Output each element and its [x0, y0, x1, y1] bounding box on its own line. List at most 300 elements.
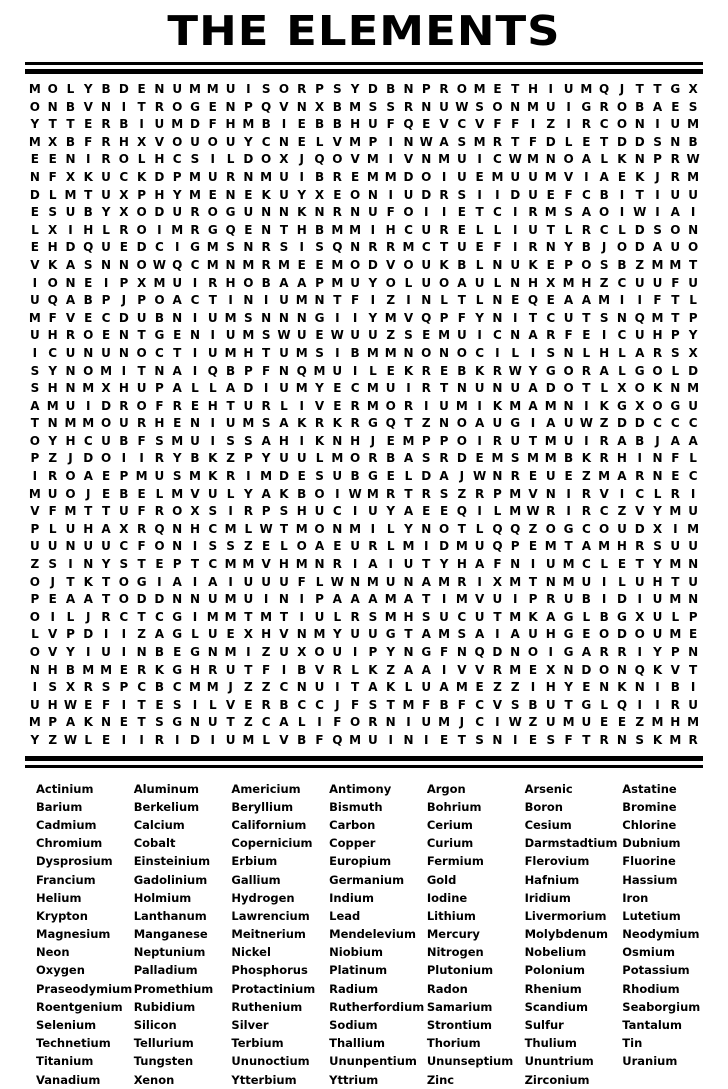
- grid-letter: V: [528, 486, 538, 501]
- grid-letter: R: [546, 592, 556, 607]
- grid-letter: I: [388, 152, 393, 167]
- grid-letter: Y: [564, 680, 573, 695]
- grid-letter: M: [28, 134, 41, 149]
- grid-letter: C: [475, 697, 485, 712]
- grid-letter: U: [421, 715, 432, 730]
- grid-letter: U: [154, 117, 165, 132]
- grid-letter: S: [653, 134, 662, 149]
- grid-letter: U: [279, 169, 289, 184]
- grid-letter: N: [492, 257, 503, 272]
- grid-letter: Z: [617, 504, 627, 519]
- grid-letter: K: [208, 469, 218, 484]
- word-list-item: Cobalt: [133, 836, 176, 851]
- grid-letter: N: [403, 732, 414, 747]
- grid-letter: R: [208, 662, 218, 677]
- grid-letter: E: [386, 363, 395, 378]
- grid-letter: Q: [421, 310, 432, 325]
- grid-letter: I: [477, 433, 482, 448]
- word-list-item: Manganese: [133, 927, 208, 942]
- page-title: THE ELEMENTS: [167, 6, 561, 55]
- grid-letter: B: [457, 363, 467, 378]
- grid-letter: R: [190, 222, 200, 237]
- grid-letter: E: [582, 627, 591, 642]
- grid-letter: U: [634, 574, 645, 589]
- grid-letter: M: [651, 715, 664, 730]
- grid-letter: L: [386, 521, 395, 536]
- grid-letter: T: [457, 293, 466, 308]
- grid-letter: I: [637, 645, 642, 659]
- word-list-item: Iridium: [524, 890, 571, 905]
- grid-letter: A: [172, 293, 182, 308]
- grid-letter: U: [456, 169, 467, 184]
- grid-letter: W: [63, 732, 78, 747]
- grid-letter: N: [296, 680, 307, 695]
- grid-letter: B: [154, 310, 164, 325]
- grid-letter: A: [30, 398, 40, 413]
- grid-letter: S: [688, 99, 698, 114]
- grid-letter: X: [652, 521, 663, 536]
- grid-letter: M: [509, 574, 522, 589]
- grid-letter: C: [653, 416, 662, 431]
- grid-letter: T: [457, 521, 466, 536]
- grid-letter: D: [616, 134, 627, 149]
- grid-letter: H: [261, 627, 272, 642]
- grid-letter: K: [492, 398, 503, 413]
- grid-letter: R: [492, 134, 503, 149]
- grid-letter: L: [404, 469, 413, 484]
- grid-letter: U: [617, 521, 627, 536]
- grid-letter: I: [530, 345, 536, 360]
- grid-letter: S: [101, 680, 111, 695]
- grid-letter: A: [65, 592, 76, 607]
- word-list-item: Aluminum: [133, 781, 200, 796]
- grid-letter: G: [190, 99, 200, 114]
- grid-letter: U: [243, 205, 254, 220]
- grid-letter: U: [688, 187, 698, 202]
- grid-letter: O: [118, 574, 129, 589]
- grid-letter: Z: [528, 715, 538, 730]
- grid-letter: I: [246, 469, 251, 484]
- grid-letter: L: [31, 222, 39, 237]
- grid-letter: E: [262, 539, 271, 554]
- grid-letter: L: [582, 345, 591, 360]
- grid-letter: A: [421, 627, 431, 642]
- grid-letter: T: [564, 539, 573, 554]
- grid-letter: H: [189, 662, 201, 677]
- grid-letter: T: [66, 574, 75, 589]
- grid-letter: X: [688, 82, 698, 96]
- grid-letter: E: [30, 152, 39, 167]
- grid-letter: V: [635, 504, 645, 519]
- grid-letter: E: [564, 469, 573, 484]
- grid-letter: C: [635, 486, 645, 501]
- grid-letter: L: [280, 398, 288, 413]
- grid-letter: V: [403, 152, 414, 167]
- grid-letter: K: [83, 715, 93, 730]
- grid-letter: T: [511, 82, 520, 96]
- grid-letter: W: [633, 205, 647, 220]
- grid-letter: E: [617, 169, 627, 184]
- grid-letter: C: [261, 134, 271, 149]
- grid-letter: Z: [261, 645, 271, 659]
- grid-letter: L: [564, 134, 573, 149]
- word-list-item: Chlorine: [622, 817, 677, 832]
- grid-letter: L: [671, 609, 680, 624]
- grid-letter: R: [119, 222, 129, 237]
- grid-letter: R: [101, 609, 111, 624]
- grid-letter: O: [243, 275, 254, 290]
- grid-letter: U: [670, 117, 681, 132]
- grid-letter: R: [670, 169, 680, 184]
- grid-letter: D: [421, 469, 432, 484]
- grid-letter: C: [350, 381, 360, 396]
- grid-letter: M: [455, 398, 468, 413]
- grid-letter: I: [690, 205, 696, 220]
- word-list-item: Titanium: [36, 1054, 94, 1069]
- grid-letter: E: [244, 222, 253, 237]
- grid-letter: B: [261, 275, 271, 290]
- grid-letter: Z: [386, 662, 396, 677]
- grid-letter: E: [137, 82, 146, 96]
- grid-letter: Y: [101, 205, 111, 220]
- grid-letter: I: [86, 645, 91, 659]
- word-list-item: Chromium: [36, 836, 103, 851]
- grid-letter: G: [617, 609, 627, 624]
- word-list-item: Osmium: [622, 945, 675, 960]
- grid-letter: D: [190, 117, 200, 132]
- grid-letter: N: [350, 574, 361, 589]
- grid-letter: N: [670, 134, 681, 149]
- grid-letter: V: [30, 257, 40, 272]
- grid-letter: Z: [48, 451, 58, 466]
- grid-letter: V: [563, 169, 574, 184]
- grid-letter: N: [65, 152, 76, 167]
- word-list-item: Ununseptium: [426, 1054, 514, 1069]
- grid-letter: R: [137, 416, 147, 431]
- grid-letter: M: [687, 169, 700, 184]
- grid-letter: D: [154, 592, 165, 607]
- grid-letter: U: [670, 240, 681, 255]
- grid-letter: O: [456, 82, 467, 96]
- grid-letter: R: [332, 557, 342, 572]
- grid-letter: U: [101, 345, 111, 360]
- grid-letter: M: [171, 222, 184, 237]
- grid-letter: O: [136, 222, 147, 237]
- grid-letter: C: [599, 504, 609, 519]
- grid-letter: U: [172, 205, 183, 220]
- grid-letter: E: [333, 381, 342, 396]
- grid-letter: X: [119, 205, 129, 220]
- grid-letter: L: [493, 504, 502, 519]
- grid-letter: E: [84, 117, 93, 132]
- grid-letter: U: [350, 275, 360, 290]
- word-list-item: Rutherfordium: [329, 999, 425, 1014]
- grid-letter: M: [509, 398, 522, 413]
- grid-letter: O: [563, 363, 574, 378]
- grid-letter: S: [30, 381, 40, 396]
- grid-letter: V: [314, 662, 325, 677]
- grid-letter: I: [512, 240, 518, 255]
- grid-letter: B: [83, 205, 93, 220]
- grid-letter: D: [634, 134, 645, 149]
- word-list-item: Phosphorus: [231, 963, 308, 978]
- grid-letter: C: [493, 152, 502, 167]
- grid-letter: A: [528, 328, 538, 343]
- grid-letter: C: [83, 433, 93, 448]
- grid-letter: W: [152, 257, 167, 272]
- grid-letter: I: [441, 169, 447, 184]
- grid-letter: N: [296, 310, 307, 325]
- grid-letter: U: [172, 275, 183, 290]
- grid-letter: N: [563, 662, 574, 677]
- grid-letter: M: [82, 416, 95, 431]
- grid-letter: I: [495, 627, 500, 642]
- grid-letter: I: [139, 117, 144, 132]
- grid-letter: I: [370, 293, 376, 308]
- grid-letter: F: [297, 574, 306, 589]
- grid-letter: N: [118, 328, 129, 343]
- grid-letter: L: [66, 609, 75, 624]
- grid-letter: M: [28, 82, 41, 96]
- word-list-item: Zinc: [426, 1072, 455, 1087]
- grid-letter: R: [154, 99, 165, 114]
- grid-letter: R: [101, 152, 111, 167]
- grid-letter: T: [635, 557, 644, 572]
- grid-letter: V: [386, 257, 396, 272]
- grid-letter: N: [29, 169, 40, 184]
- grid-letter: U: [279, 645, 289, 659]
- grid-letter: M: [384, 345, 397, 360]
- grid-letter: K: [581, 451, 592, 466]
- grid-letter: H: [670, 715, 681, 730]
- grid-letter: M: [438, 152, 451, 167]
- grid-letter: N: [616, 662, 627, 677]
- word-list-item: Silicon: [133, 1018, 177, 1032]
- grid-letter: R: [137, 662, 147, 677]
- grid-letter: I: [548, 82, 554, 96]
- grid-letter: R: [368, 451, 378, 466]
- grid-letter: O: [29, 433, 40, 448]
- word-list-item: Sulfur: [524, 1018, 564, 1032]
- grid-letter: U: [581, 574, 592, 589]
- grid-letter: C: [119, 539, 129, 554]
- grid-letter: V: [279, 732, 289, 747]
- grid-letter: D: [367, 257, 378, 272]
- grid-letter: U: [207, 627, 218, 642]
- grid-letter: C: [190, 293, 200, 308]
- grid-letter: H: [456, 557, 467, 572]
- word-list-item: Fermium: [426, 854, 484, 869]
- grid-letter: C: [475, 715, 485, 730]
- grid-letter: O: [29, 99, 40, 114]
- grid-letter: G: [154, 328, 165, 343]
- grid-letter: M: [669, 557, 682, 572]
- grid-letter: U: [47, 539, 58, 554]
- grid-letter: C: [48, 345, 58, 360]
- grid-letter: I: [370, 222, 376, 237]
- grid-letter: F: [262, 363, 271, 378]
- grid-letter: M: [366, 169, 379, 184]
- grid-letter: N: [545, 486, 556, 501]
- grid-letter: X: [688, 345, 698, 360]
- grid-letter: M: [687, 117, 700, 132]
- grid-letter: G: [563, 609, 574, 624]
- grid-letter: H: [47, 381, 58, 396]
- grid-letter: V: [474, 662, 485, 677]
- grid-letter: I: [512, 310, 518, 325]
- grid-letter: M: [242, 257, 255, 272]
- grid-letter: R: [652, 345, 663, 360]
- grid-letter: F: [457, 310, 466, 325]
- grid-letter: B: [119, 433, 129, 448]
- grid-letter: L: [315, 451, 324, 466]
- grid-letter: B: [65, 134, 76, 149]
- grid-letter: M: [171, 486, 184, 501]
- grid-letter: U: [332, 645, 343, 659]
- grid-letter: P: [670, 645, 680, 659]
- grid-letter: I: [424, 398, 429, 413]
- grid-letter: I: [192, 275, 198, 290]
- grid-letter: N: [172, 539, 183, 554]
- grid-letter: C: [172, 680, 182, 695]
- grid-letter: B: [617, 257, 627, 272]
- grid-letter: T: [279, 521, 289, 536]
- grid-letter: M: [438, 715, 451, 730]
- grid-letter: O: [47, 82, 58, 96]
- word-list-item: Arsenic: [524, 781, 573, 796]
- grid-letter: N: [510, 645, 521, 659]
- grid-letter: U: [456, 328, 467, 343]
- grid-letter: L: [315, 574, 324, 589]
- grid-letter: R: [350, 398, 360, 413]
- grid-letter: N: [278, 310, 289, 325]
- grid-letter: U: [350, 328, 360, 343]
- grid-letter: E: [333, 187, 342, 202]
- grid-letter: U: [421, 257, 432, 272]
- grid-letter: I: [619, 187, 625, 202]
- grid-letter: K: [617, 680, 627, 695]
- grid-letter: L: [297, 715, 306, 730]
- grid-letter: U: [528, 222, 538, 237]
- grid-letter: I: [477, 152, 482, 167]
- grid-letter: T: [279, 222, 289, 237]
- word-list-item: Neptunium: [133, 945, 206, 960]
- grid-letter: I: [86, 398, 91, 413]
- grid-letter: P: [243, 451, 253, 466]
- grid-letter: U: [243, 592, 254, 607]
- grid-letter: R: [368, 240, 378, 255]
- grid-letter: C: [688, 416, 698, 431]
- grid-letter: P: [101, 293, 111, 308]
- grid-letter: R: [635, 469, 645, 484]
- grid-letter: E: [155, 697, 164, 712]
- grid-letter: I: [32, 345, 38, 360]
- grid-letter: I: [157, 222, 162, 237]
- grid-letter: N: [688, 645, 699, 659]
- grid-letter: K: [617, 152, 627, 167]
- grid-letter: I: [530, 557, 536, 572]
- word-list-item: Tantalum: [622, 1018, 682, 1032]
- grid-letter: I: [530, 117, 536, 132]
- grid-letter: S: [475, 99, 484, 114]
- grid-letter: T: [671, 310, 680, 325]
- grid-wordlist-divider: [25, 756, 703, 768]
- grid-letter: F: [137, 433, 146, 448]
- grid-letter: E: [30, 205, 39, 220]
- grid-letter: N: [225, 99, 236, 114]
- grid-letter: E: [208, 99, 217, 114]
- grid-letter: T: [351, 680, 360, 695]
- grid-letter: V: [439, 117, 449, 132]
- grid-letter: M: [331, 451, 344, 466]
- grid-letter: G: [172, 627, 183, 642]
- grid-letter: M: [295, 557, 308, 572]
- grid-letter: U: [65, 521, 76, 536]
- grid-letter: P: [66, 627, 75, 642]
- grid-letter: T: [226, 398, 235, 413]
- grid-letter: N: [47, 99, 58, 114]
- grid-letter: B: [599, 609, 609, 624]
- grid-letter: N: [670, 381, 681, 396]
- grid-letter: R: [332, 662, 342, 677]
- grid-letter: U: [47, 486, 58, 501]
- grid-letter: R: [297, 82, 307, 96]
- grid-letter: O: [527, 645, 539, 659]
- grid-letter: M: [224, 609, 237, 624]
- grid-letter: M: [402, 433, 415, 448]
- grid-letter: B: [65, 662, 76, 677]
- grid-letter: O: [670, 222, 681, 237]
- grid-letter: Q: [599, 82, 610, 96]
- grid-letter: I: [406, 381, 411, 396]
- grid-letter: L: [208, 697, 217, 712]
- grid-letter: U: [296, 451, 307, 466]
- grid-letter: A: [279, 715, 289, 730]
- grid-letter: J: [50, 574, 55, 589]
- grid-letter: E: [30, 240, 39, 255]
- grid-letter: S: [546, 732, 556, 747]
- grid-letter: M: [473, 134, 486, 149]
- grid-letter: T: [689, 662, 698, 677]
- grid-letter: R: [332, 205, 342, 220]
- grid-letter: E: [101, 469, 111, 484]
- grid-letter: T: [653, 82, 662, 96]
- grid-letter: E: [671, 99, 680, 114]
- grid-letter: O: [456, 416, 467, 431]
- grid-letter: R: [190, 205, 200, 220]
- grid-letter: B: [225, 363, 236, 378]
- grid-letter: U: [563, 82, 574, 96]
- grid-letter: P: [421, 433, 431, 448]
- grid-letter: X: [101, 381, 111, 396]
- grid-letter: I: [281, 662, 287, 677]
- word-list-item: Uranium: [622, 1054, 678, 1069]
- grid-letter: M: [206, 240, 219, 255]
- grid-letter: B: [581, 592, 591, 607]
- grid-letter: I: [673, 521, 678, 536]
- grid-letter: U: [30, 539, 40, 554]
- grid-letter: M: [669, 592, 682, 607]
- grid-letter: U: [65, 398, 76, 413]
- grid-letter: A: [83, 469, 93, 484]
- grid-letter: N: [545, 240, 556, 255]
- grid-letter: E: [155, 557, 164, 572]
- grid-letter: E: [600, 715, 609, 730]
- grid-letter: C: [208, 521, 218, 536]
- grid-letter: N: [65, 363, 76, 378]
- grid-letter: B: [457, 257, 467, 272]
- grid-letter: F: [101, 697, 111, 712]
